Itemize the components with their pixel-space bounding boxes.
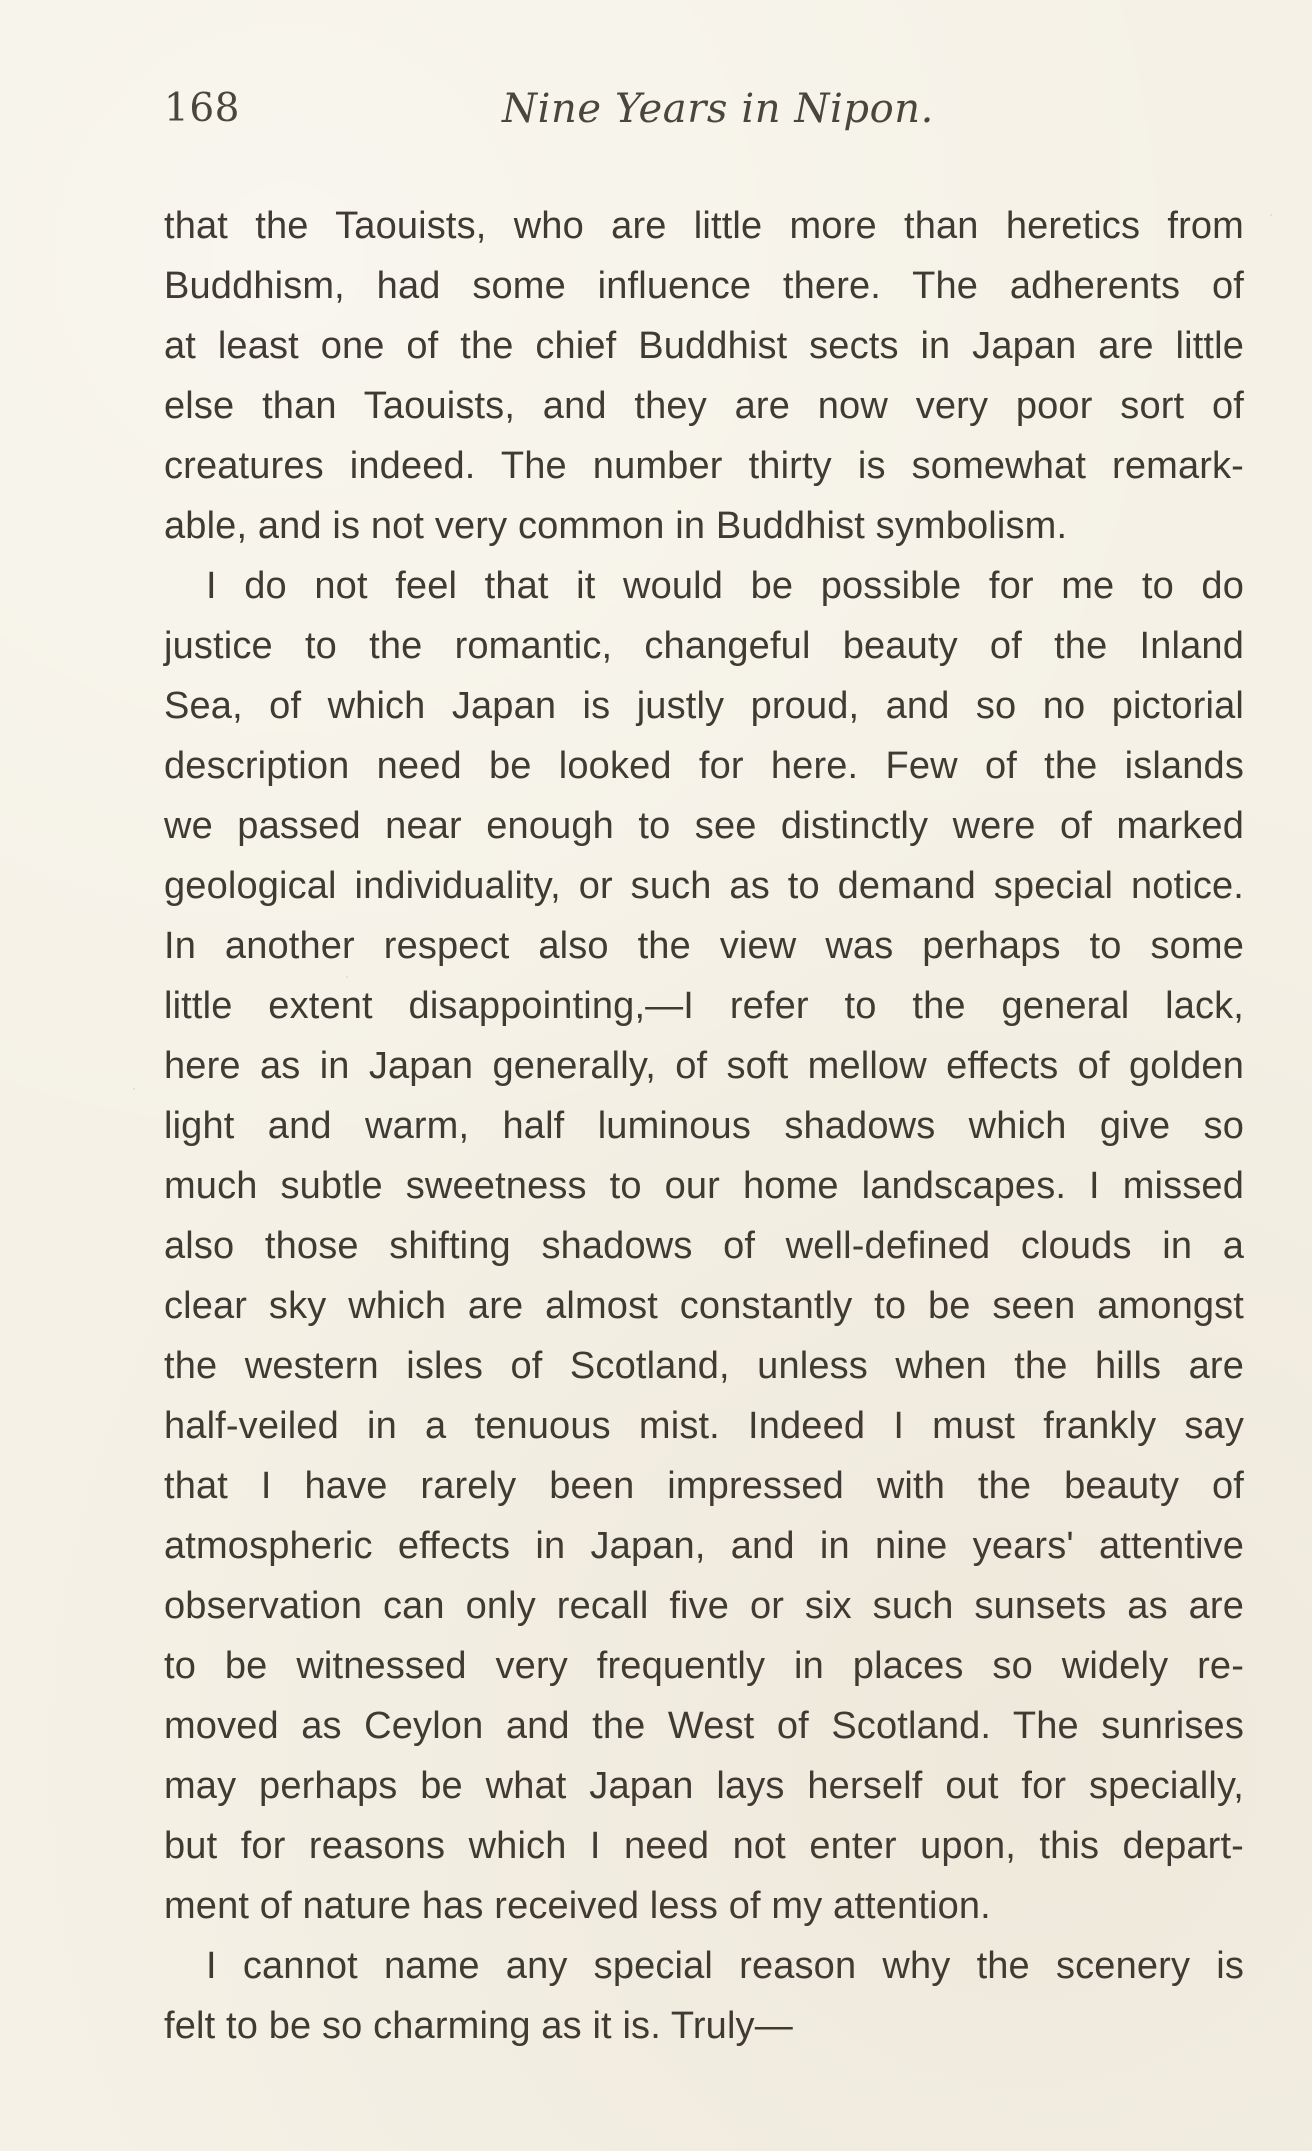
paper-speck [133, 1088, 135, 1090]
text-line: to be witnessed very frequently in places so widely re- [164, 1645, 1244, 1687]
text-line: able, and is not very common in Buddhist symbolism. [164, 505, 1068, 547]
text-line: at least one of the chief Buddhist sects in Japan are little [164, 325, 1244, 367]
text-line: little extent disappointing,—I refer to the general lack, [164, 985, 1244, 1027]
text-line: I cannot name any special reason why the scenery is [206, 1945, 1244, 1987]
text-line: felt to be so charming as it is. Truly— [164, 2005, 793, 2047]
text-line: In another respect also the view was perhaps to some [164, 925, 1244, 967]
text-line: Buddhism, had some influence there. The adherents of [164, 265, 1244, 307]
text-line: also those shifting shadows of well-defined clouds in a [164, 1225, 1244, 1267]
text-line: that the Taouists, who are little more than heretics from [164, 205, 1244, 247]
text-line: description need be looked for here. Few of the islands [164, 745, 1244, 787]
text-line: I do not feel that it would be possible for me to do [206, 565, 1244, 607]
text-line: we passed near enough to see distinctly were of marked [164, 805, 1244, 847]
text-line: much subtle sweetness to our home landscapes. I missed [164, 1165, 1244, 1207]
page-number: 168 [164, 86, 240, 131]
text-line: but for reasons which I need not enter upon, this depart- [164, 1825, 1244, 1867]
text-line: that I have rarely been impressed with the beauty of [164, 1465, 1244, 1507]
text-line: moved as Ceylon and the West of Scotland. The sunrises [164, 1705, 1244, 1747]
body-text [164, 196, 1244, 2056]
paper-speck [346, 976, 348, 978]
text-line: ment of nature has received less of my attention. [164, 1885, 991, 1927]
text-line: atmospheric effects in Japan, and in nine years' attentive [164, 1525, 1244, 1567]
text-line: justice to the romantic, changeful beauty of the Inland [164, 625, 1244, 667]
text-line: clear sky which are almost constantly to be seen amongst [164, 1285, 1244, 1327]
text-line: observation can only recall five or six such sunsets as are [164, 1585, 1244, 1627]
paper-speck [1270, 214, 1272, 216]
text-line: Sea, of which Japan is justly proud, and so no pictorial [164, 685, 1244, 727]
text-line: creatures indeed. The number thirty is somewhat remark- [164, 445, 1244, 487]
running-title: Nine Years in Nipon. [502, 86, 934, 132]
text-line: geological individuality, or such as to demand special notice. [164, 865, 1244, 907]
text-line: here as in Japan generally, of soft mellow effects of golden [164, 1045, 1244, 1087]
text-line: may perhaps be what Japan lays herself out for specially, [164, 1765, 1244, 1807]
page-header [164, 86, 1244, 136]
text-line: half-veiled in a tenuous mist. Indeed I must frankly say [164, 1405, 1244, 1447]
text-line: light and warm, half luminous shadows which give so [164, 1105, 1244, 1147]
text-line: the western isles of Scotland, unless when the hills are [164, 1345, 1244, 1387]
text-line: else than Taouists, and they are now very poor sort of [164, 385, 1244, 427]
